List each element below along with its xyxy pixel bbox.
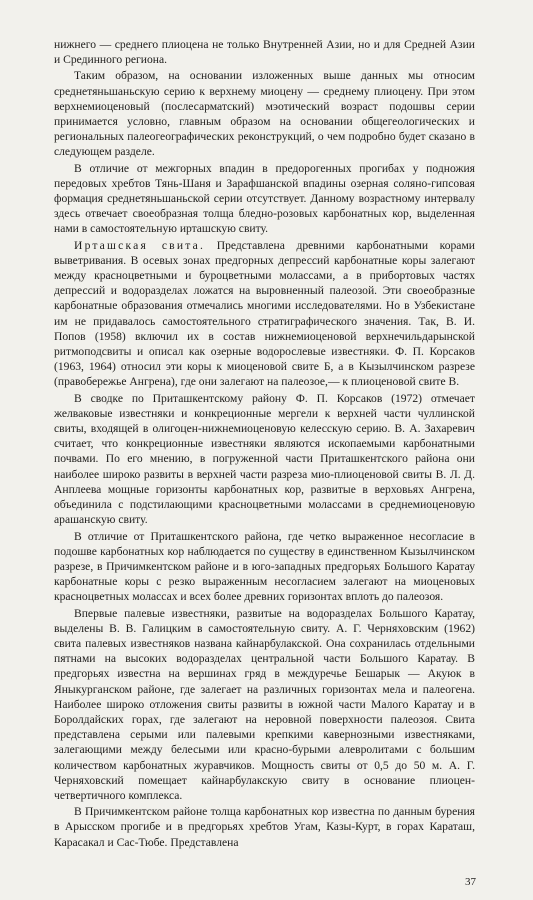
paragraph bbox=[54, 391, 475, 528]
body-text bbox=[54, 37, 475, 850]
paragraph bbox=[54, 606, 475, 804]
paragraph-text: Впервые палевые известняки, развитые на водоразделах Большого Каратау, выделены В. В. Галицким в самостоятельную свиту. А. Г. Черняховским (1962) свита палевых известняков названа кайнарбулакской. Она сохранилась отдельными пятнами на высоких водоразделах центральной части Большого Каратау. В предгорьях известна на вершинах гряд в междуречье Бешарык — Акуюк в Яныкурганском районе, где залегает на различных горизонтах мела и палеогена. Наиболее широко отложения свиты развиты в южной части Малого Каратау и в Боролдайских горах, где залегают на неровной поверхности палеозоя. Свита представлена серыми или палевыми крепкими кавернозными известняками, залегающими между белесыми или красно-бурыми алевролитами с большим количеством карбонатных журавчиков. Мощность свиты от 0,5 до 50 м. А. Г. Черняховский помещает кайнарбулакскую свиту в основание плиоцен-четвертичного комплекса. bbox=[54, 606, 475, 802]
paragraph-text: Таким образом, на основании изложенных выше данных мы относим среднетяньшаньскую серию к верхнему миоцену — среднему плиоцену. При этом верхнемиоценовый (послесарматский) мэотический возраст подошвы серии принимается условно, главным образом на основании общегеологических и региональных палеогеографических реконструкций, о чем подробно будет сказано в следующем разделе. bbox=[54, 69, 475, 159]
paragraph-text: В сводке по Приташкентскому району Ф. П. Корсаков (1972) отмечает желваковые известняки и конкреционные мергели к верхней части чуллинской свиты, входящей в олигоцен-нижнемиоценовую келесскую серию. В. А. Захаревич считает, что конкреционные известняки являются ископаемыми карбонатными почвами. По его мнению, в погруженной части Приташкентского района они наиболее широко развиты в верхней части разреза мио-плиоценовой свиты В. Л. Д. Анплеева мощные горизонты карбонатных кор, развитые в верховьях Ангрена, объединила с подстилающими красноцветными молассами в среднемиоценовую арашанскую свиту. bbox=[54, 391, 475, 527]
paragraph-continuation bbox=[54, 37, 475, 67]
paragraph bbox=[54, 804, 475, 850]
paragraph-text: В отличие от Приташкентского района, где четко выраженное несогласие в подошве карбонатных кор наблюдается по существу в единственном Кызылчинском разрезе, в Причимкентском районе и в юго-западных предгорьях Большого Каратау карбонатные коры с резко выраженным несогласием залегают на миоценовых красноцветных молассах и всех более древних горизонтах вплоть до палеозоя. bbox=[54, 529, 475, 604]
paragraph-text: В отличие от межгорных впадин в предорогенных прогибах у подножия передовых хребтов Тянь-Шаня и Зарафшанской впадины озерная соляно-гипсовая формация среднетяньшаньской серии отсутствует. Данному возрастному интервалу здесь отвечает своеобразная толща бледно-розовых карбонатных кор, выделенная нами в самостоятельную иртaшскую свиту. bbox=[54, 161, 475, 236]
paragraph bbox=[54, 529, 475, 605]
paragraph-irtash-suite bbox=[54, 238, 475, 390]
section-lead-heading: Иртaшская свита. bbox=[74, 238, 206, 252]
paragraph-text: Представлена древними карбонатными корами выветривания. В осевых зонах предгорных депрессий карбонатные коры залегают между красноцветными и буроцветными молассами, а в прибортовых частях депрессий и водоразделах ложатся на выровненный палеозой. Эти своеобразные карбонатные образования отмечались многими исследователями. Но в Узбекистане им не придавалось самостоятельного стратиграфического значения. Так, В. И. Попов (1958) включил их в состав нижнемиоценовой верхнечильдарынской ритмоподсвиты и описал как озерные водорослевые известняки. Ф. П. Корсаков (1963, 1964) относил эти коры к миоценовой свите Б, а в Кызылчинском разрезе (правобережье Ангрена), где они залегают на палеозое,— к плиоценовой свите В. bbox=[54, 238, 475, 389]
page-number: 37 bbox=[465, 876, 476, 888]
paragraph-text: В Причимкентском районе толща карбонатных кор известна по данным бурения в Арысском прогибе и в предгорьях хребтов Угам, Казы-Курт, в горах Караташ, Карасакал и Сас-Тюбе. Представлена bbox=[54, 805, 475, 849]
paragraph bbox=[54, 68, 475, 159]
paragraph bbox=[54, 161, 475, 237]
paragraph-text: нижнего — среднего плиоцена не только Внутренней Азии, но и для Средней Азии и Срединного региона. bbox=[54, 38, 475, 67]
